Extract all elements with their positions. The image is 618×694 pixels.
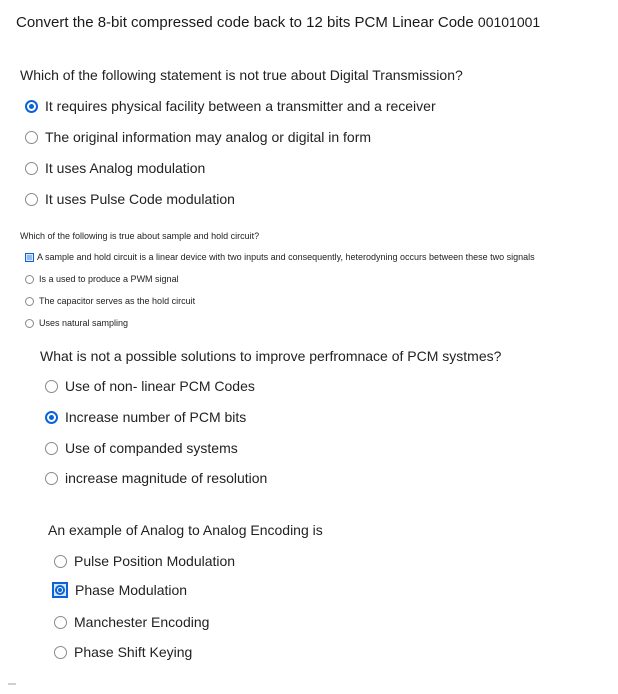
q4-option-2[interactable]	[52, 582, 187, 598]
q1-option-4[interactable]	[25, 191, 235, 207]
radio-selected-icon[interactable]	[45, 411, 58, 424]
radio-icon[interactable]	[25, 162, 38, 175]
q3-option-4-label: increase magnitude of resolution	[65, 470, 268, 486]
question-4-text: An example of Analog to Analog Encoding is	[48, 522, 323, 538]
q2-option-2[interactable]	[25, 274, 179, 284]
q4-option-4[interactable]	[54, 644, 192, 660]
q3-option-3-label: Use of companded systems	[65, 440, 238, 456]
q2-option-2-label: Is a used to produce a PWM signal	[39, 274, 179, 284]
q4-option-1-label: Pulse Position Modulation	[74, 553, 236, 569]
q3-option-4[interactable]	[45, 470, 267, 486]
radio-icon[interactable]	[54, 616, 67, 629]
checkbox-selected-icon[interactable]	[25, 253, 34, 262]
text-cursor-mark	[8, 683, 16, 685]
radio-icon[interactable]	[54, 555, 67, 568]
radio-icon[interactable]	[25, 193, 38, 206]
question-2-text: Which of the following is true about sample and hold circuit?	[20, 231, 260, 241]
radio-icon[interactable]	[25, 297, 34, 306]
q3-option-1-label: Use of non- linear PCM Codes	[65, 378, 255, 394]
radio-selected-focused-icon[interactable]	[52, 582, 68, 598]
q1-option-2[interactable]	[25, 129, 371, 145]
radio-icon[interactable]	[45, 442, 58, 455]
radio-icon[interactable]	[45, 380, 58, 393]
q4-option-4-label: Phase Shift Keying	[74, 644, 193, 660]
q2-option-3-label: The capacitor serves as the hold circuit	[39, 296, 196, 306]
q3-option-1[interactable]	[45, 378, 255, 394]
q1-option-1[interactable]	[25, 98, 436, 114]
q1-option-4-label: It uses Pulse Code modulation	[45, 191, 235, 207]
q2-option-4[interactable]	[25, 318, 128, 328]
q4-option-3-label: Manchester Encoding	[74, 614, 210, 630]
q4-option-1[interactable]	[54, 553, 235, 569]
q1-option-1-label: It requires physical facility between a transmitter and a receiver	[45, 98, 436, 114]
q3-option-3[interactable]	[45, 440, 238, 456]
q4-option-3[interactable]	[54, 614, 209, 630]
radio-icon[interactable]	[25, 131, 38, 144]
radio-icon[interactable]	[54, 646, 67, 659]
title-text: Convert the 8-bit compressed code back to 12 bits PCM Linear Code	[16, 14, 474, 31]
q4-option-2-label: Phase Modulation	[75, 582, 188, 598]
q3-option-2[interactable]	[45, 409, 246, 425]
q3-option-2-label: Increase number of PCM bits	[65, 409, 247, 425]
question-1-text: Which of the following statement is not true about Digital Transmission?	[20, 67, 463, 83]
title-code: 00101001	[477, 14, 541, 30]
q2-option-1[interactable]	[25, 252, 535, 262]
q1-option-3[interactable]	[25, 160, 205, 176]
q1-option-2-label: The original information may analog or digital in form	[45, 129, 372, 145]
q2-option-3[interactable]	[25, 296, 195, 306]
radio-icon[interactable]	[25, 275, 34, 284]
radio-selected-icon[interactable]	[25, 100, 38, 113]
radio-icon[interactable]	[25, 319, 34, 328]
page-title	[16, 14, 540, 31]
radio-icon[interactable]	[45, 472, 58, 485]
q1-option-3-label: It uses Analog modulation	[45, 160, 206, 176]
q2-option-4-label: Uses natural sampling	[39, 318, 129, 328]
question-3-text: What is not a possible solutions to improve perfromnace of PCM systmes?	[40, 348, 502, 364]
q2-option-1-label: A sample and hold circuit is a linear device with two inputs and consequently, heterodyning occurs between these two signals	[37, 252, 535, 262]
